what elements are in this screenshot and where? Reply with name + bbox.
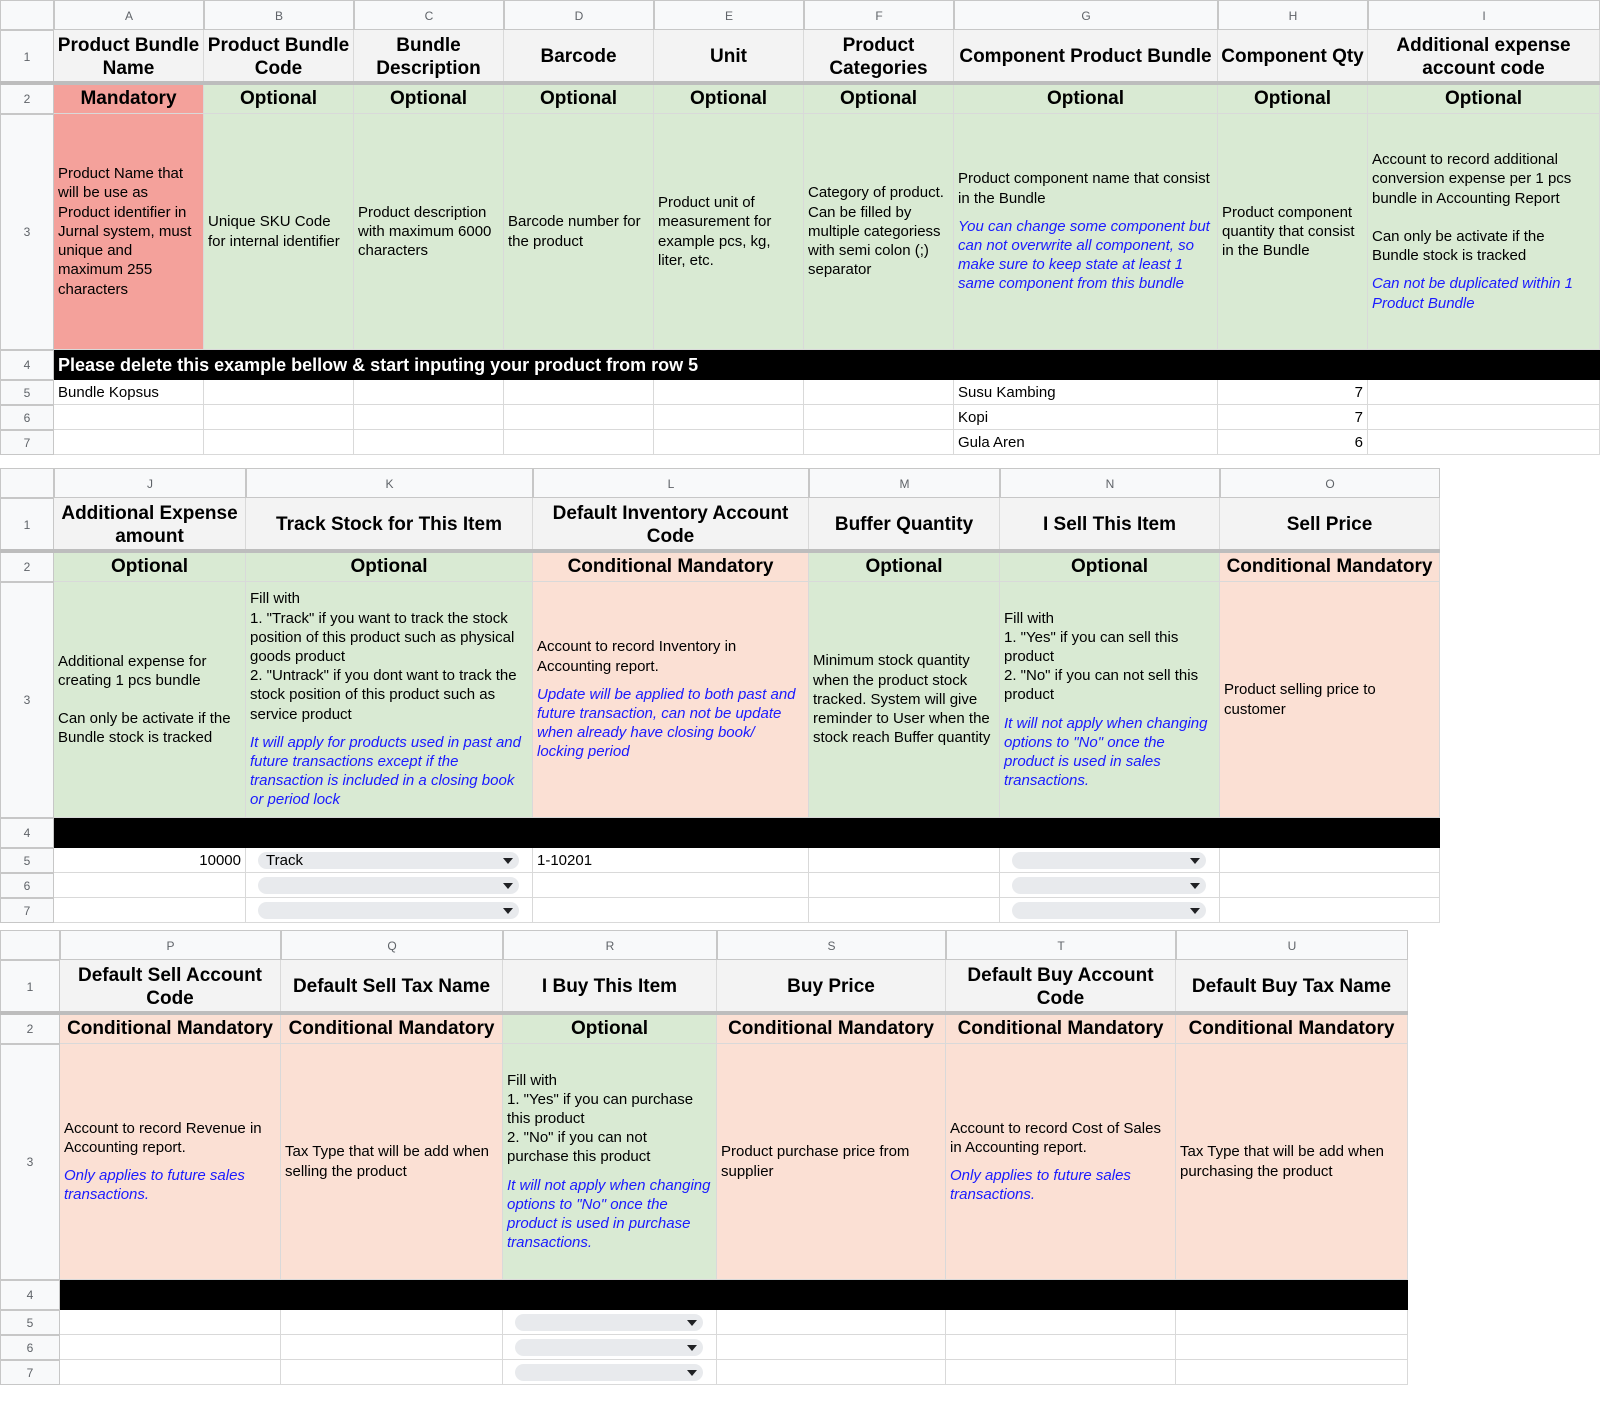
description-text: Account to record Revenue in Accounting report. [64, 1119, 262, 1156]
grid-cell[interactable] [54, 405, 204, 430]
instruction-banner [54, 818, 1440, 848]
requirement-label[interactable]: Optional [1368, 85, 1600, 114]
dropdown-chip[interactable] [515, 1314, 703, 1331]
column-title[interactable]: Product Bundle Code [204, 30, 354, 84]
requirement-label[interactable]: Conditional Mandatory [717, 1015, 946, 1044]
chevron-down-icon[interactable] [503, 858, 513, 864]
grid-cell[interactable] [281, 1335, 503, 1360]
requirement-label[interactable]: Conditional Mandatory [533, 553, 809, 582]
column-title[interactable]: Buy Price [717, 960, 946, 1014]
grid-cell[interactable] [946, 1310, 1176, 1335]
column-title[interactable]: Barcode [504, 30, 654, 84]
grid-cell[interactable] [60, 1360, 281, 1385]
grid-cell[interactable] [204, 380, 354, 405]
requirement-label[interactable]: Optional [503, 1015, 717, 1044]
dropdown-chip[interactable] [1012, 877, 1206, 894]
sheet-panel-1 [0, 0, 1600, 460]
description-text: Category of product. Can be filled by multiple categoriess with semi colon (;) separator [808, 184, 944, 279]
column-header-o[interactable]: O [1220, 468, 1440, 498]
column-title[interactable]: Default Inventory Account Code [533, 498, 809, 552]
row-header-4[interactable]: 4 [0, 818, 54, 848]
column-header-l[interactable]: L [533, 468, 809, 498]
description-text: Product unit of measurement for example pcs, kg, liter, etc. [658, 194, 772, 269]
requirement-label[interactable]: Optional [354, 85, 504, 114]
requirement-label[interactable]: Optional [654, 85, 804, 114]
grid-cell[interactable] [717, 1360, 946, 1385]
column-title[interactable]: Buffer Quantity [809, 498, 1000, 552]
row-header-6[interactable]: 6 [0, 405, 54, 430]
row-header-1[interactable]: 1 [0, 30, 54, 84]
instruction-banner [54, 350, 1600, 380]
grid-cell[interactable] [60, 1335, 281, 1360]
select-all-corner[interactable] [0, 0, 54, 30]
grid-cell[interactable] [804, 430, 954, 455]
column-title[interactable]: Additional Expense amount [54, 498, 246, 552]
column-header-g[interactable]: G [954, 0, 1218, 30]
grid-cell[interactable] [946, 1335, 1176, 1360]
requirement-label[interactable]: Optional [954, 85, 1218, 114]
qty-cell[interactable]: 7 [1218, 405, 1368, 430]
component-cell[interactable]: Kopi [954, 405, 1218, 430]
column-header-f[interactable]: F [804, 0, 954, 30]
field-description[interactable] [809, 582, 1000, 818]
field-description[interactable] [246, 582, 533, 818]
field-description[interactable] [946, 1044, 1176, 1280]
dropdown-chip[interactable] [1012, 852, 1206, 869]
qty-cell[interactable]: 7 [1218, 380, 1368, 405]
grid-cell[interactable] [654, 380, 804, 405]
grid-cell[interactable] [717, 1310, 946, 1335]
banner-text: Please delete this example bellow & start inputing your product from row 5 [58, 354, 699, 375]
column-title[interactable]: Default Buy Account Code [946, 960, 1176, 1014]
column-title[interactable]: Product Bundle Name [54, 30, 204, 84]
description-note: Can not be duplicated within 1 Product Bundle [1372, 275, 1573, 312]
row-header-1[interactable]: 1 [0, 498, 54, 552]
dropdown-chip[interactable] [515, 1364, 703, 1381]
column-header-s[interactable]: S [717, 930, 946, 960]
grid-cell[interactable] [1368, 405, 1600, 430]
description-text: Product component quantity that consist in the Bundle [1222, 203, 1355, 260]
requirement-label[interactable]: Optional [809, 553, 1000, 582]
field-description[interactable] [54, 114, 204, 350]
chevron-down-icon[interactable] [503, 883, 513, 889]
grid-cell[interactable] [654, 430, 804, 455]
requirement-label[interactable]: Optional [54, 553, 246, 582]
field-description[interactable] [60, 1044, 281, 1280]
column-header-j[interactable]: J [54, 468, 246, 498]
column-header-c[interactable]: C [354, 0, 504, 30]
chevron-down-icon[interactable] [687, 1345, 697, 1351]
dropdown-chip[interactable]: Track [258, 852, 519, 869]
field-description[interactable] [281, 1044, 503, 1280]
description-text: Product component name that consist in the Bundle [958, 170, 1210, 207]
column-title[interactable]: Track Stock for This Item [246, 498, 533, 552]
description-text: Unique SKU Code for internal identifier [208, 213, 340, 250]
row-header-5[interactable]: 5 [0, 380, 54, 405]
grid-cell[interactable] [533, 873, 809, 898]
row-header-3[interactable]: 3 [0, 114, 54, 350]
column-header-i[interactable]: I [1368, 0, 1600, 30]
row-header-6[interactable]: 6 [0, 1335, 60, 1360]
description-condition: Can only be activate if the Bundle stock is tracked [1372, 227, 1545, 265]
grid-cell[interactable] [654, 405, 804, 430]
row-header-4[interactable]: 4 [0, 1280, 60, 1310]
column-title[interactable]: Additional expense account code [1368, 30, 1600, 84]
requirement-label[interactable]: Optional [1218, 85, 1368, 114]
description-note: It will apply for products used in past and future transactions except if the transaction is included in a closing book or period lock [250, 733, 521, 809]
column-header-n[interactable]: N [1000, 468, 1220, 498]
row-header-3[interactable]: 3 [0, 582, 54, 818]
chevron-down-icon[interactable] [503, 908, 513, 914]
description-text: Fill with 1. "Yes" if you can sell this product 2. "No" if you can not sell this product [1004, 609, 1199, 704]
chevron-down-icon[interactable] [1190, 908, 1200, 914]
description-note: You can change some component but can not overwrite all component, so make sure to keep state at least 1 same component from this bundle [958, 217, 1210, 293]
column-title[interactable]: Component Product Bundle [954, 30, 1218, 84]
select-all-corner[interactable] [0, 468, 54, 498]
row-header-7[interactable]: 7 [0, 1360, 60, 1385]
grid-cell[interactable] [1220, 898, 1440, 923]
description-text: Account to record Cost of Sales in Accounting report. [950, 1119, 1161, 1156]
sheet-panel-3 [0, 930, 1600, 1380]
grid-cell[interactable] [1176, 1310, 1408, 1335]
grid-cell[interactable] [809, 848, 1000, 873]
grid-cell[interactable] [54, 898, 246, 923]
field-description[interactable] [204, 114, 354, 350]
grid-cell[interactable] [60, 1310, 281, 1335]
field-description[interactable] [1220, 582, 1440, 818]
description-note: It will not apply when changing options to "No" once the product is used in purchase transactions. [507, 1176, 711, 1252]
column-title[interactable]: Component Qty [1218, 30, 1368, 84]
field-description[interactable] [654, 114, 804, 350]
instruction-banner [60, 1280, 1408, 1310]
field-description[interactable] [804, 114, 954, 350]
grid-cell[interactable] [804, 380, 954, 405]
requirement-label[interactable]: Optional [504, 85, 654, 114]
field-description[interactable] [54, 582, 246, 818]
bundle-name-cell[interactable]: Bundle Kopsus [54, 380, 204, 405]
grid-cell[interactable] [354, 430, 504, 455]
grid-cell[interactable] [1368, 430, 1600, 455]
row-header-2[interactable]: 2 [0, 552, 54, 582]
field-description[interactable] [504, 114, 654, 350]
grid-cell[interactable] [1176, 1335, 1408, 1360]
field-description[interactable] [354, 114, 504, 350]
dropdown-chip[interactable] [258, 902, 519, 919]
column-header-a[interactable]: A [54, 0, 204, 30]
column-header-d[interactable]: D [504, 0, 654, 30]
field-description[interactable] [1176, 1044, 1408, 1280]
field-description[interactable] [954, 114, 1218, 350]
column-header-m[interactable]: M [809, 468, 1000, 498]
requirement-label[interactable]: Conditional Mandatory [281, 1015, 503, 1044]
row-header-3[interactable]: 3 [0, 1044, 60, 1280]
grid-cell[interactable] [809, 873, 1000, 898]
grid-cell[interactable] [1368, 380, 1600, 405]
description-text: Fill with 1. "Track" if you want to track the stock position of this product such as physical goods product 2. "Untrack" if you dont want to track the stock position of this product such as service product [250, 590, 517, 723]
column-header-k[interactable]: K [246, 468, 533, 498]
row-header-5[interactable]: 5 [0, 1310, 60, 1335]
requirement-label[interactable]: Conditional Mandatory [60, 1015, 281, 1044]
grid-cell[interactable] [354, 380, 504, 405]
chevron-down-icon[interactable] [1190, 858, 1200, 864]
description-text: Additional expense for creating 1 pcs bundle [58, 652, 207, 689]
grid-cell[interactable] [204, 405, 354, 430]
requirement-label[interactable]: Mandatory [54, 85, 204, 114]
sheet-panel-2 [0, 468, 1600, 918]
grid-cell[interactable] [1220, 848, 1440, 873]
requirement-label[interactable]: Conditional Mandatory [946, 1015, 1176, 1044]
column-title[interactable]: I Buy This Item [503, 960, 717, 1014]
column-title[interactable]: Default Buy Tax Name [1176, 960, 1408, 1014]
description-text: Product purchase price from supplier [721, 1143, 910, 1180]
inventory-account-cell[interactable]: 1-10201 [533, 848, 809, 873]
grid-cell[interactable] [354, 405, 504, 430]
row-header-6[interactable]: 6 [0, 873, 54, 898]
field-description[interactable] [1218, 114, 1368, 350]
column-title[interactable]: Bundle Description [354, 30, 504, 84]
grid-cell[interactable] [1176, 1360, 1408, 1385]
grid-cell[interactable] [281, 1360, 503, 1385]
chevron-down-icon[interactable] [687, 1320, 697, 1326]
field-description[interactable] [1000, 582, 1220, 818]
grid-cell[interactable] [946, 1360, 1176, 1385]
field-description[interactable] [533, 582, 809, 818]
column-title[interactable]: I Sell This Item [1000, 498, 1220, 552]
description-text: Fill with 1. "Yes" if you can purchase this product 2. "No" if you can not purchase this product [507, 1071, 694, 1166]
description-text: Minimum stock quantity when the product stock tracked. System will give reminder to User when the stock reach Buffer quantity [813, 652, 991, 747]
grid-cell[interactable] [1220, 873, 1440, 898]
description-text: Product description with maximum 6000 characters [358, 203, 492, 260]
requirement-label[interactable]: Optional [246, 553, 533, 582]
requirement-label[interactable]: Optional [804, 85, 954, 114]
select-all-corner[interactable] [0, 930, 60, 960]
field-description[interactable] [1368, 114, 1600, 350]
description-text: Tax Type that will be add when selling the product [285, 1143, 490, 1180]
component-cell[interactable]: Gula Aren [954, 430, 1218, 455]
grid-cell[interactable] [717, 1335, 946, 1360]
row-header-2[interactable]: 2 [0, 1014, 60, 1044]
requirement-label[interactable]: Conditional Mandatory [1220, 553, 1440, 582]
column-title[interactable]: Unit [654, 30, 804, 84]
chevron-down-icon[interactable] [687, 1370, 697, 1376]
column-header-u[interactable]: U [1176, 930, 1408, 960]
column-header-h[interactable]: H [1218, 0, 1368, 30]
dropdown-chip[interactable] [258, 877, 519, 894]
field-description[interactable] [503, 1044, 717, 1280]
grid-cell[interactable] [54, 873, 246, 898]
grid-cell[interactable] [804, 405, 954, 430]
requirement-label[interactable]: Optional [204, 85, 354, 114]
column-header-e[interactable]: E [654, 0, 804, 30]
qty-cell[interactable]: 6 [1218, 430, 1368, 455]
row-header-5[interactable]: 5 [0, 848, 54, 873]
chevron-down-icon[interactable] [1190, 883, 1200, 889]
grid-cell[interactable] [54, 430, 204, 455]
description-text: Tax Type that will be add when purchasing the product [1180, 1143, 1385, 1180]
column-header-b[interactable]: B [204, 0, 354, 30]
component-cell[interactable]: Susu Kambing [954, 380, 1218, 405]
field-description[interactable] [717, 1044, 946, 1280]
row-header-2[interactable]: 2 [0, 84, 54, 114]
grid-cell[interactable] [204, 430, 354, 455]
column-header-r[interactable]: R [503, 930, 717, 960]
grid-cell[interactable] [533, 898, 809, 923]
description-note: Update will be applied to both past and future transaction, can not be update when already have closing book/ locking period [537, 685, 796, 761]
requirement-label[interactable]: Conditional Mandatory [1176, 1015, 1408, 1044]
requirement-label[interactable]: Optional [1000, 553, 1220, 582]
column-title[interactable]: Default Sell Tax Name [281, 960, 503, 1014]
description-text: Barcode number for the product [508, 213, 641, 250]
dropdown-chip[interactable] [1012, 902, 1206, 919]
description-text: Product selling price to customer [1224, 681, 1376, 718]
expense-amount-cell[interactable]: 10000 [54, 848, 246, 873]
column-title[interactable]: Default Sell Account Code [60, 960, 281, 1014]
description-note: It will not apply when changing options to "No" once the product is used in sales transactions. [1004, 714, 1208, 790]
column-header-p[interactable]: P [60, 930, 281, 960]
grid-cell[interactable] [504, 430, 654, 455]
description-condition: Can only be activate if the Bundle stock is tracked [58, 710, 231, 747]
description-note: Only applies to future sales transactions. [950, 1167, 1131, 1204]
grid-cell[interactable] [281, 1310, 503, 1335]
grid-cell[interactable] [504, 405, 654, 430]
column-header-t[interactable]: T [946, 930, 1176, 960]
row-header-7[interactable]: 7 [0, 430, 54, 455]
description-text: Account to record Inventory in Accounting report. [537, 638, 737, 675]
row-header-1[interactable]: 1 [0, 960, 60, 1014]
grid-cell[interactable] [504, 380, 654, 405]
column-title[interactable]: Product Categories [804, 30, 954, 84]
description-text: Account to record additional conversion expense per 1 pcs bundle in Accounting Report [1372, 151, 1572, 207]
description-note: Only applies to future sales transactions. [64, 1167, 245, 1204]
column-title[interactable]: Sell Price [1220, 498, 1440, 552]
dropdown-chip[interactable] [515, 1339, 703, 1356]
grid-cell[interactable] [809, 898, 1000, 923]
description-text: Product Name that will be use as Product identifier in Jurnal system, must unique and maximum 255 characters [58, 165, 192, 298]
row-header-4[interactable]: 4 [0, 350, 54, 380]
column-header-q[interactable]: Q [281, 930, 503, 960]
row-header-7[interactable]: 7 [0, 898, 54, 923]
